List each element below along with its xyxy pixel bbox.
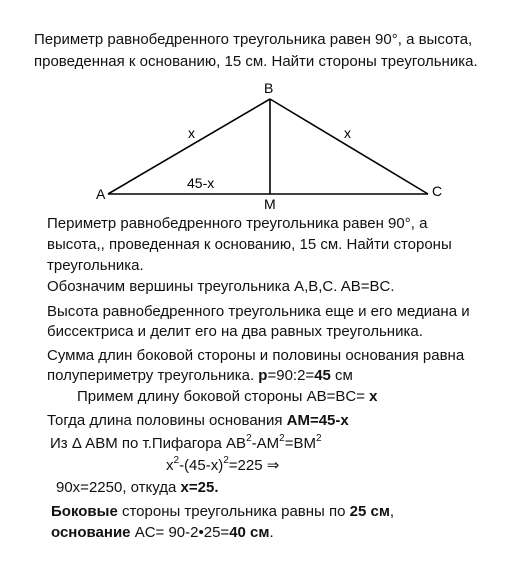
sum-unit: см [330, 367, 353, 384]
vertex-b-label: B [264, 80, 274, 96]
vertex-a-label: A [96, 186, 106, 202]
segment-am-label: 45-x [187, 175, 215, 191]
problem-line-1: Периметр равнобедренного треугольника равен 90°, а высота, [34, 31, 473, 48]
answer-line-1 [51, 502, 394, 522]
then-am: AM=45-x [286, 412, 349, 429]
eq-b: -(45-x) [179, 457, 224, 474]
eq-sq1: 2 [173, 455, 180, 466]
result-line [56, 478, 219, 498]
sum-line-2 [47, 366, 353, 386]
eq-sq2: 2 [223, 455, 229, 466]
height-line-2: биссектриса и делит его на два равных треугольника. [47, 323, 423, 340]
answer-sides-text: стороны треугольника равны по [117, 503, 350, 520]
answer-base-end: . [269, 524, 274, 541]
pyth-eq: =BM [284, 435, 316, 452]
restate-line-1: Периметр равнобедренного треугольника равен 90°, а [47, 215, 428, 232]
answer-base-value: 40 см [229, 524, 270, 541]
restate-line-3: треугольника. [47, 257, 144, 274]
answer-base-text: AC= 90-2•25= [130, 524, 230, 541]
restate-line-2: высота,, проведенная к основанию, 15 см. Найти стороны [47, 236, 452, 253]
sum-p: p [258, 367, 268, 384]
triangle-figure [0, 0, 526, 215]
notation-line: Обозначим вершины треугольника A,B,C. AB=BC. [47, 278, 395, 295]
pyth-mid: -AM [251, 435, 280, 452]
result-text: 90x=2250, откуда [56, 479, 181, 496]
side-ab-label: x [188, 125, 195, 141]
pyth-sq3: 2 [315, 433, 322, 444]
sum-eq: =90:2= [267, 367, 315, 384]
let-text: Примем длину боковой стороны AB=BC= [77, 388, 370, 405]
equation-line [166, 456, 279, 476]
pyth-text: Из Δ ABM по т.Пифагора AB [50, 435, 247, 452]
sum-line-1: Сумма длин боковой стороны и половины основания равна [47, 347, 465, 364]
vertex-m-label: M [264, 196, 276, 212]
vertex-c-label: C [432, 183, 443, 199]
let-line [77, 387, 378, 407]
side-bc [270, 99, 428, 194]
answer-line-2 [51, 523, 274, 543]
height-line-1: Высота равнобедренного треугольника еще и его медиана и [47, 303, 470, 320]
pyth-sq1: 2 [246, 433, 252, 444]
problem-line-2: проведенная к основанию, 15 см. Найти стороны треугольника. [34, 53, 478, 70]
then-text: Тогда длина половины основания [47, 412, 287, 429]
side-bc-label: x [344, 125, 351, 141]
pyth-sq2: 2 [279, 433, 285, 444]
eq-c: =225 ⇒ [228, 457, 280, 474]
answer-base-label: основание [51, 524, 131, 541]
answer-sides-label: Боковые [51, 503, 118, 520]
sum-value: 45 [314, 367, 331, 384]
let-var: x [369, 388, 378, 405]
pythagoras-line [50, 434, 322, 454]
then-line [47, 411, 349, 431]
answer-sides-end: , [389, 503, 395, 520]
sum-text: полупериметру треугольника. [47, 367, 259, 384]
eq-a: x [166, 457, 174, 474]
result-x: x=25. [180, 479, 219, 496]
answer-sides-value: 25 см [349, 503, 390, 520]
